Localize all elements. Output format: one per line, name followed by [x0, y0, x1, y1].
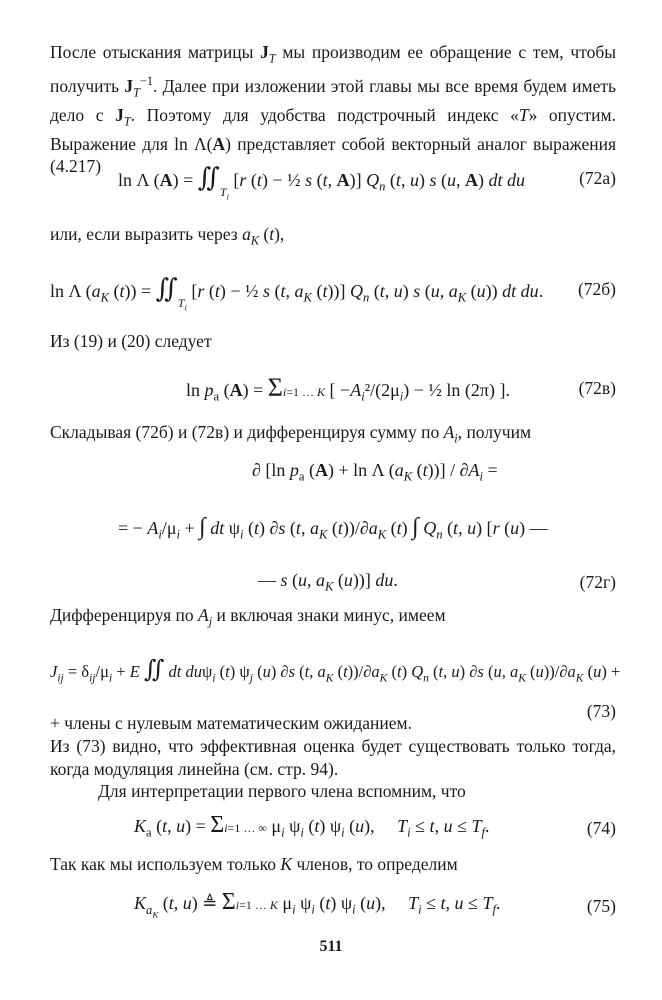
- equation-72b-body: ln Λ ($a_K$ $(t)) = ∬_{T_i}$ [r (t) − ½ s (t, $a_K$ (t))] $Q_n$ (t, u) s (u, $a_K$ (u)) dt du.: [50, 274, 544, 313]
- paragraph-intro: [50, 41, 616, 178]
- paragraph-intro-text: После отыскания матрицы $J_T$ мы производим ее обращение с тем, чтобы получить $J_T^{-1}$. Далее при изложении этой главы мы все время будем иметь дело с $J_T$. Поэтому для удобства подстрочный индекс «T» опустим. Выражение для ln Λ(A) представляет собой векторный аналог выражения (4.217): [50, 42, 617, 177]
- equation-74-body: $K_a$ (t, u) = Σi=1 … ∞ $\mu_i$ $\psi_i$ (t) $\psi_i$ (u), $T_i \le t$, $u \le T_f$.: [134, 812, 490, 840]
- equation-number-72v: (72в): [578, 378, 616, 398]
- paragraph-differentiating-text: Дифференцируя по $A_j$ и включая знаки минус, имеем: [50, 605, 446, 629]
- equation-75-body: $K_{a_K}$ (t, u) ≜ Σi=1 … K $\mu_i$ $\psi_i$ (t) $\psi_i$ (u), $T_i \le t$, $u \le T_f$.: [134, 889, 501, 920]
- equation-number-72a: (72а): [579, 168, 616, 188]
- page-number: 511: [319, 938, 343, 955]
- paragraph-summing-text: Складывая (72б) и (72в) и дифференцируя сумму по $A_i$, получим: [50, 422, 532, 446]
- equation-74: [134, 812, 489, 841]
- equation-number-74: (74): [586, 818, 616, 838]
- equation-number-75: (75): [586, 896, 616, 916]
- paragraph-from-19-20: Из (19) и (20) следует: [50, 331, 212, 351]
- equation-72g-line1-body: ∂ [ln $p_a$ (A) + ln Λ ($a_K$ $(t))] / \partial A_i$ =: [252, 460, 498, 484]
- equation-72g-line2: [118, 514, 548, 543]
- equation-75: [134, 889, 500, 919]
- paragraph-via-aK-text: или, если выразить через $a_K$ (t),: [50, 224, 285, 248]
- paragraph-K-terms-text: Так как мы используем только K членов, то определим: [50, 854, 458, 874]
- paragraph-via-aK: [50, 223, 616, 252]
- equation-72g-line3-body: — s (u, $a_K$ (u))] du.: [258, 570, 398, 594]
- paragraph-K-terms: [50, 853, 616, 876]
- equation-73: [50, 655, 620, 684]
- paragraph-interpretation: Для интерпретации первого члена вспомним, что: [98, 781, 466, 801]
- equation-number-72b: (72б): [577, 279, 616, 299]
- paragraph-summing: [50, 421, 616, 450]
- paragraph-differentiating: [50, 604, 616, 633]
- paragraph-efficient-estimate: Из (73) видно, что эффективная оценка будет существовать только тогда, когда модуляция линейна (см. стр. 94).: [50, 736, 616, 779]
- equation-72v: [186, 373, 510, 405]
- equation-72g-line1: [252, 460, 498, 485]
- equation-72a-body: ln Λ $(A) = ∬_{T_i}$ [r (t) − ½ s (t, A)] $Q_n$ (t, u) s (u, A) dt du: [118, 163, 525, 202]
- equation-72v-body: $\ln p_a$ (A) = Σi=1 … K [ $-A_i^2/(2\mu_i)$ − ½ ln (2π) ].: [186, 373, 510, 404]
- equation-72b: [50, 274, 544, 313]
- paragraph-zero-mean-terms: + члены с нулевым математическим ожиданием.: [50, 713, 412, 733]
- equation-72a: [118, 163, 525, 202]
- equation-73-body: $J_{ij} = \delta_{ij}/\mu_i + E$ ∬ dt duψ$_i$ (t) $\psi_j$ (u) ∂s (t, $a_K$ $(t))/\partial a_K$ (t) $Q_n$ (t, u) ∂s (u, $a_K$ $(u))/\partial a_K$ (u) +: [50, 657, 621, 685]
- equation-number-73: (73): [586, 701, 616, 721]
- equation-72g-line2-body: = − $A_i/\mu_i$ + ∫ dt $\psi_i$ (t) ∂s (t, $a_K$ $(t))/\partial a_K$ (t) ∫ $Q_n$ (t, u) [r (u) —: [118, 514, 548, 542]
- equation-72g-line3: [258, 570, 398, 595]
- equation-number-72g: (72г): [579, 572, 616, 592]
